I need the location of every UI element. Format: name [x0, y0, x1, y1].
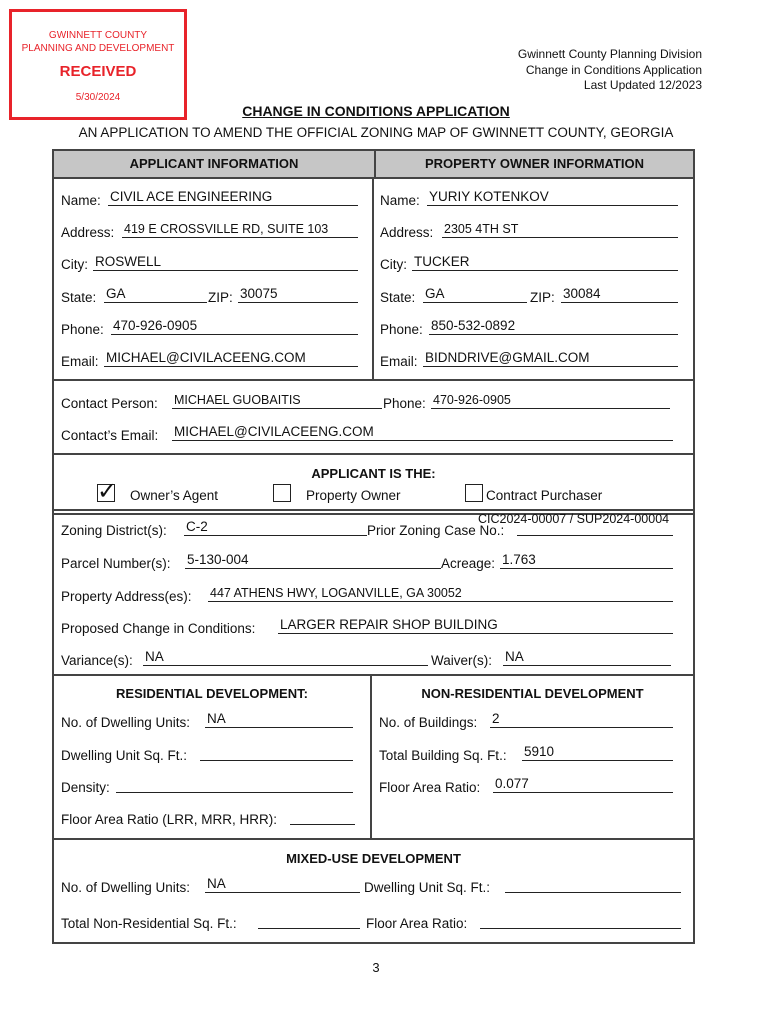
contact-person-label: Contact Person:	[61, 396, 158, 411]
res-density-field[interactable]	[116, 777, 353, 793]
contact-section	[52, 379, 695, 455]
applicant-phone-label: Phone:	[61, 322, 104, 337]
mixed-far-field[interactable]	[480, 913, 681, 929]
applicant-name-label: Name:	[61, 193, 101, 208]
owners-agent-label: Owner’s Agent	[130, 488, 219, 503]
owner-email-field[interactable]: BIDNDRIVE@GMAIL.COM	[423, 351, 678, 367]
page-number: 3	[372, 960, 380, 975]
nonres-far-field[interactable]: 0.077	[493, 777, 673, 793]
column-divider	[372, 179, 374, 379]
res-far-field[interactable]	[290, 809, 355, 825]
mixed-units-field[interactable]: NA	[205, 877, 360, 893]
nonres-far-label: Floor Area Ratio:	[379, 780, 481, 795]
applicant-city-field[interactable]: ROSWELL	[93, 255, 358, 271]
stamp-line2: PLANNING AND DEVELOPMENT	[21, 43, 175, 54]
mixed-units-label: No. of Dwelling Units:	[61, 880, 191, 895]
applicant-city-label: City:	[61, 257, 88, 272]
contact-person-field[interactable]: MICHAEL GUOBAITIS	[172, 393, 382, 409]
zoning-district-field[interactable]: C-2	[184, 520, 367, 536]
mixed-sqft-label: Dwelling Unit Sq. Ft.:	[364, 880, 491, 895]
res-sqft-field[interactable]	[200, 745, 353, 761]
stamp-date: 5/30/2024	[75, 92, 121, 103]
prior-case-label: Prior Zoning Case No.:	[367, 523, 505, 538]
waiver-field[interactable]: NA	[503, 650, 671, 666]
applicant-type-heading: APPLICANT IS THE:	[311, 466, 436, 481]
applicant-zip-field[interactable]: 30075	[238, 287, 358, 303]
prior-case-value: CIC2024-00007 / SUP2024-00004	[478, 512, 670, 526]
stamp-status: RECEIVED	[59, 63, 137, 80]
owner-zip-label: ZIP:	[530, 290, 555, 305]
owner-address-label: Address:	[380, 225, 434, 240]
res-sqft-label: Dwelling Unit Sq. Ft.:	[61, 748, 188, 763]
applicant-state-field[interactable]: GA	[104, 287, 207, 303]
zoning-district-label: Zoning District(s):	[61, 523, 167, 538]
header-line1: Gwinnett County Planning Division	[517, 47, 702, 61]
owner-state-field[interactable]: GA	[423, 287, 527, 303]
acreage-label: Acreage:	[441, 556, 496, 571]
nonres-sqft-label: Total Building Sq. Ft.:	[379, 748, 507, 763]
header-line3: Last Updated 12/2023	[583, 78, 702, 92]
contact-phone-field[interactable]: 470-926-0905	[431, 393, 670, 409]
res-density-label: Density:	[61, 780, 110, 795]
applicant-address-label: Address:	[61, 225, 115, 240]
stamp-org	[12, 29, 184, 55]
owner-phone-label: Phone:	[380, 322, 423, 337]
nonres-buildings-field[interactable]: 2	[490, 712, 673, 728]
res-units-label: No. of Dwelling Units:	[61, 715, 191, 730]
owner-zip-field[interactable]: 30084	[561, 287, 678, 303]
applicant-heading: APPLICANT INFORMATION	[54, 151, 374, 179]
property-address-label: Property Address(es):	[61, 589, 192, 604]
applicant-zip-label: ZIP:	[208, 290, 233, 305]
property-address-field[interactable]: 447 ATHENS HWY, LOGANVILLE, GA 30052	[208, 586, 673, 602]
contract-purchaser-checkbox[interactable]	[465, 484, 483, 502]
owner-heading: PROPERTY OWNER INFORMATION	[374, 151, 693, 179]
property-owner-checkbox[interactable]	[273, 484, 291, 502]
page-title: CHANGE IN CONDITIONS APPLICATION	[242, 103, 510, 119]
mixed-nonres-label: Total Non-Residential Sq. Ft.:	[61, 916, 237, 931]
applicant-email-label: Email:	[61, 354, 99, 369]
mixed-use-heading: MIXED-USE DEVELOPMENT	[286, 851, 461, 866]
stamp-line1: GWINNETT COUNTY	[48, 30, 148, 41]
variance-field[interactable]: NA	[143, 650, 428, 666]
owner-city-label: City:	[380, 257, 407, 272]
mixed-sqft-field[interactable]	[505, 877, 681, 893]
header-info	[518, 47, 702, 94]
owner-email-label: Email:	[380, 354, 418, 369]
applicant-email-field[interactable]: MICHAEL@CIVILACEENG.COM	[104, 351, 358, 367]
proposed-change-label: Proposed Change in Conditions:	[61, 621, 256, 636]
applicant-name-field[interactable]: CIVIL ACE ENGINEERING	[108, 190, 358, 206]
parcel-number-label: Parcel Number(s):	[61, 556, 171, 571]
acreage-field[interactable]: 1.763	[500, 553, 673, 569]
contract-purchaser-label: Contract Purchaser	[486, 488, 603, 503]
residential-heading: RESIDENTIAL DEVELOPMENT:	[116, 686, 308, 701]
owner-state-label: State:	[380, 290, 416, 305]
nonresidential-heading: NON-RESIDENTIAL DEVELOPMENT	[421, 686, 644, 701]
parcel-number-field[interactable]: 5-130-004	[185, 553, 441, 569]
contact-email-label: Contact’s Email:	[61, 428, 159, 443]
nonres-sqft-field[interactable]: 5910	[522, 745, 673, 761]
proposed-change-field[interactable]: LARGER REPAIR SHOP BUILDING	[278, 618, 673, 634]
res-units-field[interactable]: NA	[205, 712, 353, 728]
owner-name-field[interactable]: YURIY KOTENKOV	[427, 190, 678, 206]
header-line2: Change in Conditions Application	[525, 62, 702, 77]
applicant-state-label: State:	[61, 290, 97, 305]
owner-city-field[interactable]: TUCKER	[412, 255, 678, 271]
owners-agent-checkbox[interactable]	[97, 477, 118, 505]
mixed-far-label: Floor Area Ratio:	[366, 916, 468, 931]
check-mark-icon: ✓	[97, 477, 118, 505]
owner-phone-field[interactable]: 850-532-0892	[429, 319, 678, 335]
applicant-address-field[interactable]: 419 E CROSSVILLE RD, SUITE 103	[122, 222, 358, 238]
page-subtitle: AN APPLICATION TO AMEND THE OFFICIAL ZONING MAP OF GWINNETT COUNTY, GEORGIA	[78, 125, 674, 140]
variance-label: Variance(s):	[61, 653, 133, 668]
nonres-buildings-label: No. of Buildings:	[379, 715, 478, 730]
owner-name-label: Name:	[380, 193, 420, 208]
res-far-label: Floor Area Ratio (LRR, MRR, HRR):	[61, 812, 278, 827]
mixed-nonres-field[interactable]	[258, 913, 360, 929]
contact-phone-label: Phone:	[383, 396, 426, 411]
property-owner-label: Property Owner	[306, 488, 401, 503]
applicant-phone-field[interactable]: 470-926-0905	[111, 319, 358, 335]
owner-address-field[interactable]: 2305 4TH ST	[442, 222, 678, 238]
waiver-label: Waiver(s):	[431, 653, 492, 668]
applicant-type-section	[52, 453, 695, 515]
contact-email-field[interactable]: MICHAEL@CIVILACEENG.COM	[172, 425, 673, 441]
